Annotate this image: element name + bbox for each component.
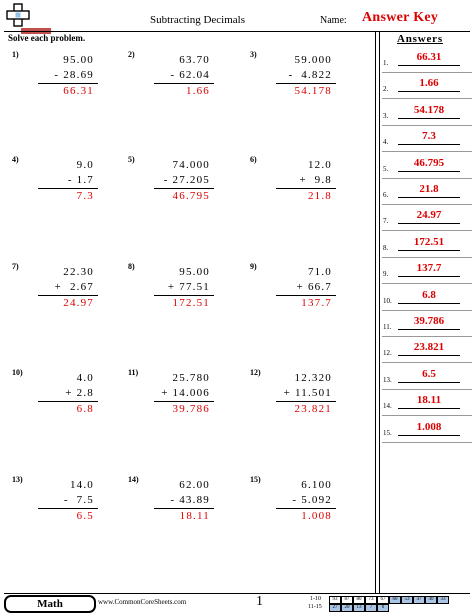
page-number: 1: [256, 594, 263, 609]
answer-separator: [382, 336, 472, 337]
answer-row-6: [382, 183, 472, 207]
answer-value: 54.178: [413, 103, 445, 116]
score-cell: 27: [329, 604, 341, 612]
problem-top-operand: 74.000: [172, 159, 210, 171]
problem-number: 13): [12, 475, 23, 484]
problem-14: [128, 475, 240, 545]
problem-answer: 7.3: [76, 190, 94, 202]
problem-6: [250, 155, 362, 225]
problem-number: 6): [250, 155, 257, 164]
problem-answer: 21.8: [307, 190, 332, 202]
problem-number: 15): [250, 475, 261, 484]
answer-line: [398, 329, 460, 330]
score-cell: 47: [413, 596, 425, 604]
answer-number: 12.: [383, 349, 392, 358]
problem-5: [128, 155, 240, 225]
problem-top-operand: 63.70: [179, 54, 210, 66]
answer-rule: [38, 401, 98, 402]
answer-row-10: [382, 289, 472, 313]
problem-bottom-operand: + 11.501: [283, 387, 332, 399]
answer-number: 10.: [383, 296, 392, 305]
answer-row-13: [382, 368, 472, 392]
score-cell: 80: [353, 596, 365, 604]
subject-badge: Math: [4, 595, 96, 613]
score-cell: 7: [365, 604, 377, 612]
answer-number: 1.: [383, 59, 389, 67]
score-cell: 67: [377, 596, 389, 604]
column-divider: [375, 31, 376, 593]
answer-line: [398, 118, 460, 119]
problem-11: [128, 368, 240, 438]
score-row-label: 11-15: [308, 604, 322, 610]
answer-value: 1.66: [419, 77, 439, 90]
problem-bottom-operand: + 9.8: [299, 174, 332, 186]
problem-number: 12): [250, 368, 261, 377]
problem-top-operand: 4.0: [76, 372, 94, 384]
problem-answer: 18.11: [179, 510, 210, 522]
answer-separator: [382, 230, 472, 231]
problem-number: 10): [12, 368, 23, 377]
problem-number: 1): [12, 50, 19, 59]
answer-value: 6.8: [422, 288, 436, 301]
page-title: Subtracting Decimals: [150, 14, 246, 26]
problem-top-operand: 12.0: [307, 159, 332, 171]
problem-bottom-operand: + 66.7: [296, 281, 332, 293]
answer-value: 7.3: [422, 130, 436, 143]
problem-answer: 172.51: [172, 297, 210, 309]
score-cell: 53: [401, 596, 413, 604]
answer-number: 7.: [383, 217, 389, 226]
answer-rule: [276, 188, 336, 189]
answers-title: Answers: [397, 33, 443, 45]
answer-line: [398, 144, 460, 145]
score-row-label: 1-10: [310, 596, 321, 602]
answer-value: 21.8: [419, 183, 439, 195]
score-cell: 13: [353, 604, 365, 612]
problem-bottom-operand: - 1.7: [67, 174, 94, 186]
problem-9: [250, 262, 362, 332]
problem-8: [128, 262, 240, 332]
answer-separator: [382, 389, 472, 390]
answer-line: [398, 435, 460, 436]
answer-line: [398, 276, 460, 277]
problem-answer: 23.821: [294, 403, 332, 415]
answer-rule: [38, 508, 98, 509]
problem-bottom-operand: - 7.5: [63, 494, 94, 506]
answer-row-5: [382, 157, 472, 181]
problem-top-operand: 62.00: [179, 479, 210, 491]
answer-separator: [382, 362, 472, 363]
problem-answer: 1.66: [185, 85, 210, 97]
answer-separator: [382, 178, 472, 179]
answer-rule: [276, 508, 336, 509]
answer-number: 6.: [383, 191, 389, 199]
problem-number: 2): [128, 50, 135, 59]
answer-separator: [382, 125, 472, 126]
answer-row-4: [382, 130, 472, 154]
score-cell: 0: [377, 604, 389, 612]
problem-number: 14): [128, 475, 139, 484]
footer-divider: [4, 593, 470, 594]
answer-line: [398, 355, 460, 356]
answer-rule: [38, 295, 98, 296]
answer-rule: [154, 83, 214, 84]
answer-value: 1.008: [416, 420, 442, 433]
problem-number: 11): [128, 368, 139, 377]
problem-top-operand: 22.30: [63, 266, 94, 278]
answer-row-1: [382, 51, 472, 75]
answer-row-15: [382, 421, 472, 445]
problem-bottom-operand: - 5.092: [292, 494, 332, 506]
problem-number: 7): [12, 262, 19, 271]
problem-top-operand: 95.00: [179, 266, 210, 278]
answer-line: [398, 250, 460, 251]
problem-top-operand: 6.100: [301, 479, 332, 491]
problem-bottom-operand: - 62.04: [170, 69, 210, 81]
problem-bottom-operand: - 27.205: [163, 174, 210, 186]
score-cell: 33: [437, 596, 449, 604]
problem-number: 4): [12, 155, 19, 164]
answer-separator: [382, 98, 472, 99]
problem-bottom-operand: + 14.006: [161, 387, 210, 399]
problem-3: [250, 50, 362, 120]
answer-line: [398, 223, 460, 224]
problem-bottom-operand: - 28.69: [54, 69, 94, 81]
answer-number: 3.: [383, 111, 389, 120]
problem-answer: 54.178: [294, 85, 332, 97]
answer-line: [398, 65, 460, 66]
answer-separator: [382, 204, 472, 205]
problem-answer: 66.31: [63, 85, 94, 97]
answer-line: [398, 382, 460, 383]
problem-answer: 6.8: [76, 403, 94, 415]
problem-13: [12, 475, 124, 545]
answer-row-9: [382, 262, 472, 286]
answer-rule: [276, 83, 336, 84]
problem-2: [128, 50, 240, 120]
answer-number: 2.: [383, 85, 389, 94]
answer-row-2: [382, 77, 472, 101]
problem-number: 3): [250, 50, 257, 59]
problem-top-operand: 59.000: [294, 54, 332, 66]
problem-top-operand: 12.320: [294, 372, 332, 384]
problem-top-operand: 71.0: [307, 266, 332, 278]
answer-separator: [382, 310, 472, 311]
answer-value: 66.31: [416, 51, 442, 63]
problem-bottom-operand: - 4.822: [288, 69, 332, 81]
problem-bottom-operand: - 43.89: [170, 494, 210, 506]
answer-separator: [382, 257, 472, 258]
answer-row-11: [382, 315, 472, 339]
answer-number: 9.: [383, 270, 389, 279]
answer-number: 14.: [383, 402, 392, 411]
problem-number: 5): [128, 155, 135, 164]
answer-rule: [38, 188, 98, 189]
answer-line: [398, 171, 460, 172]
answer-value: 172.51: [413, 235, 445, 248]
score-cell: 87: [341, 596, 353, 604]
score-cell: 93: [329, 596, 341, 604]
answer-row-12: [382, 341, 472, 365]
answer-separator: [382, 415, 472, 416]
problem-answer: 46.795: [172, 190, 210, 202]
score-cell: 60: [389, 596, 401, 604]
problem-answer: 137.7: [301, 297, 332, 309]
answer-line: [398, 197, 460, 198]
answer-number: 11.: [383, 323, 392, 331]
problem-answer: 24.97: [63, 297, 94, 309]
problem-number: 8): [128, 262, 135, 271]
answer-number: 8.: [383, 243, 389, 252]
site-url: www.CommonCoreSheets.com: [98, 598, 187, 606]
answer-value: 39.786: [413, 315, 445, 327]
problem-answer: 1.008: [301, 510, 332, 522]
problem-answer: 6.5: [76, 510, 94, 522]
answer-rule: [154, 295, 214, 296]
answer-line: [398, 91, 460, 92]
answer-rule: [154, 401, 214, 402]
answer-rule: [38, 83, 98, 84]
problem-number: 9): [250, 262, 257, 271]
problem-top-operand: 14.0: [69, 479, 94, 491]
name-label: Name:: [320, 15, 347, 26]
score-cell: 20: [341, 604, 353, 612]
problem-bottom-operand: + 77.51: [167, 281, 210, 293]
problem-7: [12, 262, 124, 332]
problem-bottom-operand: + 2.8: [65, 387, 94, 399]
answer-rule: [276, 401, 336, 402]
score-cell: 40: [425, 596, 437, 604]
answer-key-label: Answer Key: [362, 10, 439, 25]
problem-answer: 39.786: [172, 403, 210, 415]
answer-value: 23.821: [413, 341, 445, 354]
answer-rule: [276, 295, 336, 296]
answer-row-14: [382, 394, 472, 418]
answer-number: 4.: [383, 138, 389, 147]
answer-line: [398, 408, 460, 409]
answer-line: [398, 303, 460, 304]
answer-value: 24.97: [416, 209, 442, 222]
problem-15: [250, 475, 362, 545]
problem-top-operand: 9.0: [76, 159, 94, 171]
problem-1: [12, 50, 124, 120]
answer-number: 13.: [383, 375, 392, 384]
answer-value: 46.795: [413, 156, 445, 169]
answer-separator: [382, 151, 472, 152]
answer-value: 137.7: [416, 262, 442, 275]
answer-rule: [154, 508, 214, 509]
answer-row-8: [382, 236, 472, 260]
problem-12: [250, 368, 362, 438]
header-divider: [4, 31, 470, 32]
answer-separator: [382, 283, 472, 284]
score-cell: 73: [365, 596, 377, 604]
answer-value: 6.5: [422, 367, 436, 380]
problem-10: [12, 368, 124, 438]
answer-value: 18.11: [416, 394, 442, 407]
answer-rule: [154, 188, 214, 189]
answer-row-7: [382, 209, 472, 233]
answer-number: 5.: [383, 164, 389, 173]
problem-top-operand: 25.780: [172, 372, 210, 384]
answer-separator: [382, 72, 472, 73]
answer-number: 15.: [383, 428, 392, 437]
problem-4: [12, 155, 124, 225]
answer-row-3: [382, 104, 472, 128]
instructions: Solve each problem.: [8, 33, 86, 43]
problem-top-operand: 95.00: [63, 54, 94, 66]
column-divider: [379, 31, 380, 593]
answer-separator: [382, 442, 472, 443]
problem-bottom-operand: + 2.67: [54, 281, 94, 293]
